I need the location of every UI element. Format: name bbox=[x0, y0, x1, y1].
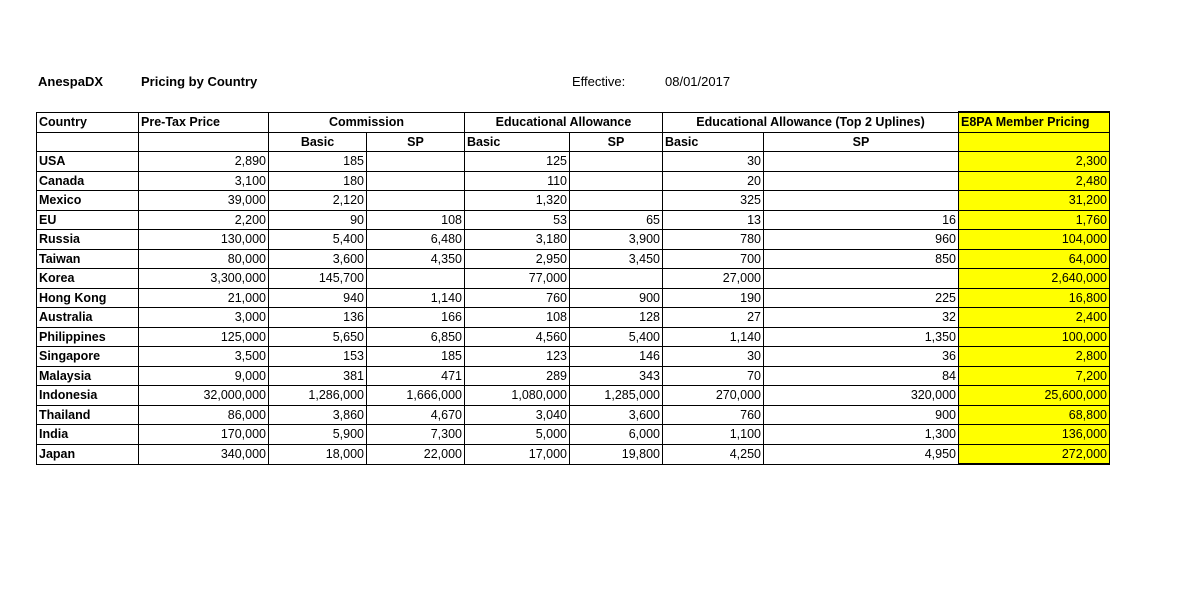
commission-sp-cell: 6,850 bbox=[367, 327, 465, 347]
header-row-2 bbox=[37, 132, 1110, 152]
pricing-table bbox=[36, 111, 1110, 465]
member-price-cell: 31,200 bbox=[959, 191, 1110, 211]
table-row bbox=[37, 425, 1110, 445]
top2-basic-cell: 20 bbox=[663, 171, 764, 191]
country-cell: Thailand bbox=[37, 405, 139, 425]
pretax-cell: 39,000 bbox=[139, 191, 269, 211]
edu-sp-cell bbox=[570, 191, 663, 211]
member-price-cell: 136,000 bbox=[959, 425, 1110, 445]
commission-sp-cell: 7,300 bbox=[367, 425, 465, 445]
top2-sp-cell: 1,300 bbox=[764, 425, 959, 445]
edu-sp-cell bbox=[570, 269, 663, 289]
top2-basic-cell: 325 bbox=[663, 191, 764, 211]
effective-label: Effective: bbox=[572, 74, 626, 89]
commission-basic-cell: 5,650 bbox=[269, 327, 367, 347]
commission-sp-cell: 108 bbox=[367, 210, 465, 230]
table-row bbox=[37, 288, 1110, 308]
col-header-comm-sp: SP bbox=[367, 132, 465, 152]
top2-basic-cell: 190 bbox=[663, 288, 764, 308]
edu-basic-cell: 3,040 bbox=[465, 405, 570, 425]
commission-basic-cell: 180 bbox=[269, 171, 367, 191]
commission-basic-cell: 940 bbox=[269, 288, 367, 308]
edu-sp-cell: 3,450 bbox=[570, 249, 663, 269]
commission-basic-cell: 90 bbox=[269, 210, 367, 230]
edu-sp-cell: 128 bbox=[570, 308, 663, 328]
edu-basic-cell: 110 bbox=[465, 171, 570, 191]
member-price-cell: 25,600,000 bbox=[959, 386, 1110, 406]
country-cell: Philippines bbox=[37, 327, 139, 347]
table-row bbox=[37, 405, 1110, 425]
country-cell: Malaysia bbox=[37, 366, 139, 386]
country-cell: EU bbox=[37, 210, 139, 230]
edu-sp-cell: 19,800 bbox=[570, 444, 663, 464]
top2-sp-cell: 84 bbox=[764, 366, 959, 386]
top2-sp-cell: 32 bbox=[764, 308, 959, 328]
col-header-edu-sp: SP bbox=[570, 132, 663, 152]
commission-basic-cell: 1,286,000 bbox=[269, 386, 367, 406]
table-row bbox=[37, 308, 1110, 328]
country-cell: Hong Kong bbox=[37, 288, 139, 308]
country-cell: USA bbox=[37, 152, 139, 172]
top2-basic-cell: 1,100 bbox=[663, 425, 764, 445]
col-header-country: Country bbox=[37, 112, 139, 132]
pretax-cell: 125,000 bbox=[139, 327, 269, 347]
table-row bbox=[37, 386, 1110, 406]
top2-basic-cell: 13 bbox=[663, 210, 764, 230]
edu-sp-cell: 1,285,000 bbox=[570, 386, 663, 406]
edu-sp-cell bbox=[570, 152, 663, 172]
pretax-cell: 3,300,000 bbox=[139, 269, 269, 289]
country-cell: Canada bbox=[37, 171, 139, 191]
edu-basic-cell: 108 bbox=[465, 308, 570, 328]
edu-basic-cell: 125 bbox=[465, 152, 570, 172]
member-price-cell: 7,200 bbox=[959, 366, 1110, 386]
top2-sp-cell: 4,950 bbox=[764, 444, 959, 464]
commission-basic-cell: 136 bbox=[269, 308, 367, 328]
top2-sp-cell bbox=[764, 269, 959, 289]
app-name: AnespaDX bbox=[38, 74, 104, 89]
commission-basic-cell: 3,860 bbox=[269, 405, 367, 425]
top2-basic-cell: 780 bbox=[663, 230, 764, 250]
country-cell: Indonesia bbox=[37, 386, 139, 406]
table-row bbox=[37, 210, 1110, 230]
edu-sp-cell: 900 bbox=[570, 288, 663, 308]
col-header-member-pricing: E8PA Member Pricing bbox=[959, 112, 1110, 132]
table-row bbox=[37, 444, 1110, 464]
member-price-cell: 16,800 bbox=[959, 288, 1110, 308]
top2-basic-cell: 1,140 bbox=[663, 327, 764, 347]
col-header-top2-basic: Basic bbox=[663, 132, 764, 152]
pretax-cell: 21,000 bbox=[139, 288, 269, 308]
edu-basic-cell: 760 bbox=[465, 288, 570, 308]
table-row bbox=[37, 171, 1110, 191]
member-price-cell: 64,000 bbox=[959, 249, 1110, 269]
top2-sp-cell: 850 bbox=[764, 249, 959, 269]
commission-sp-cell: 4,670 bbox=[367, 405, 465, 425]
commission-basic-cell: 145,700 bbox=[269, 269, 367, 289]
top2-sp-cell: 900 bbox=[764, 405, 959, 425]
commission-sp-cell: 1,140 bbox=[367, 288, 465, 308]
edu-basic-cell: 4,560 bbox=[465, 327, 570, 347]
edu-basic-cell: 289 bbox=[465, 366, 570, 386]
pretax-cell: 86,000 bbox=[139, 405, 269, 425]
commission-sp-cell: 22,000 bbox=[367, 444, 465, 464]
commission-basic-cell: 153 bbox=[269, 347, 367, 367]
pretax-cell: 3,100 bbox=[139, 171, 269, 191]
pretax-cell: 130,000 bbox=[139, 230, 269, 250]
header-row-1 bbox=[37, 112, 1110, 132]
commission-sp-cell: 185 bbox=[367, 347, 465, 367]
commission-sp-cell bbox=[367, 152, 465, 172]
member-price-cell: 1,760 bbox=[959, 210, 1110, 230]
table-row bbox=[37, 269, 1110, 289]
country-cell: India bbox=[37, 425, 139, 445]
col-header-comm-basic: Basic bbox=[269, 132, 367, 152]
country-cell: Mexico bbox=[37, 191, 139, 211]
edu-basic-cell: 123 bbox=[465, 347, 570, 367]
edu-sp-cell: 65 bbox=[570, 210, 663, 230]
top2-basic-cell: 700 bbox=[663, 249, 764, 269]
top2-basic-cell: 4,250 bbox=[663, 444, 764, 464]
top2-sp-cell: 320,000 bbox=[764, 386, 959, 406]
blank-cell bbox=[139, 132, 269, 152]
edu-basic-cell: 77,000 bbox=[465, 269, 570, 289]
commission-basic-cell: 5,900 bbox=[269, 425, 367, 445]
country-cell: Taiwan bbox=[37, 249, 139, 269]
member-price-cell: 104,000 bbox=[959, 230, 1110, 250]
commission-sp-cell: 4,350 bbox=[367, 249, 465, 269]
country-cell: Russia bbox=[37, 230, 139, 250]
title-row bbox=[0, 72, 1190, 92]
member-price-cell: 2,640,000 bbox=[959, 269, 1110, 289]
top2-sp-cell bbox=[764, 171, 959, 191]
commission-sp-cell bbox=[367, 171, 465, 191]
pretax-cell: 3,000 bbox=[139, 308, 269, 328]
top2-basic-cell: 270,000 bbox=[663, 386, 764, 406]
commission-sp-cell: 471 bbox=[367, 366, 465, 386]
pretax-cell: 340,000 bbox=[139, 444, 269, 464]
col-header-pretax: Pre-Tax Price bbox=[139, 112, 269, 132]
member-price-cell: 2,300 bbox=[959, 152, 1110, 172]
country-cell: Singapore bbox=[37, 347, 139, 367]
commission-sp-cell: 6,480 bbox=[367, 230, 465, 250]
pretax-cell: 80,000 bbox=[139, 249, 269, 269]
commission-basic-cell: 381 bbox=[269, 366, 367, 386]
member-price-cell: 100,000 bbox=[959, 327, 1110, 347]
commission-basic-cell: 5,400 bbox=[269, 230, 367, 250]
top2-sp-cell bbox=[764, 191, 959, 211]
member-price-cell: 2,800 bbox=[959, 347, 1110, 367]
commission-sp-cell: 1,666,000 bbox=[367, 386, 465, 406]
commission-basic-cell: 3,600 bbox=[269, 249, 367, 269]
col-header-edu-basic: Basic bbox=[465, 132, 570, 152]
edu-basic-cell: 1,080,000 bbox=[465, 386, 570, 406]
top2-sp-cell: 36 bbox=[764, 347, 959, 367]
commission-basic-cell: 185 bbox=[269, 152, 367, 172]
top2-basic-cell: 27 bbox=[663, 308, 764, 328]
edu-sp-cell: 343 bbox=[570, 366, 663, 386]
edu-basic-cell: 2,950 bbox=[465, 249, 570, 269]
commission-sp-cell bbox=[367, 191, 465, 211]
pretax-cell: 3,500 bbox=[139, 347, 269, 367]
member-price-cell: 2,480 bbox=[959, 171, 1110, 191]
col-header-top2-sp: SP bbox=[764, 132, 959, 152]
blank-cell bbox=[37, 132, 139, 152]
col-header-edu-allowance: Educational Allowance bbox=[465, 112, 663, 132]
top2-basic-cell: 30 bbox=[663, 347, 764, 367]
pretax-cell: 170,000 bbox=[139, 425, 269, 445]
top2-sp-cell: 225 bbox=[764, 288, 959, 308]
table-row bbox=[37, 327, 1110, 347]
pretax-cell: 2,890 bbox=[139, 152, 269, 172]
edu-sp-cell: 146 bbox=[570, 347, 663, 367]
table-row bbox=[37, 152, 1110, 172]
top2-sp-cell: 960 bbox=[764, 230, 959, 250]
edu-basic-cell: 17,000 bbox=[465, 444, 570, 464]
member-price-cell: 2,400 bbox=[959, 308, 1110, 328]
edu-sp-cell: 5,400 bbox=[570, 327, 663, 347]
table-row bbox=[37, 347, 1110, 367]
member-price-cell: 272,000 bbox=[959, 444, 1110, 464]
commission-sp-cell: 166 bbox=[367, 308, 465, 328]
top2-basic-cell: 760 bbox=[663, 405, 764, 425]
top2-basic-cell: 30 bbox=[663, 152, 764, 172]
table-row bbox=[37, 191, 1110, 211]
top2-basic-cell: 27,000 bbox=[663, 269, 764, 289]
country-cell: Japan bbox=[37, 444, 139, 464]
country-cell: Korea bbox=[37, 269, 139, 289]
blank-cell bbox=[959, 132, 1110, 152]
edu-basic-cell: 5,000 bbox=[465, 425, 570, 445]
table-row bbox=[37, 230, 1110, 250]
commission-sp-cell bbox=[367, 269, 465, 289]
col-header-commission: Commission bbox=[269, 112, 465, 132]
top2-basic-cell: 70 bbox=[663, 366, 764, 386]
top2-sp-cell: 1,350 bbox=[764, 327, 959, 347]
country-cell: Australia bbox=[37, 308, 139, 328]
table-row bbox=[37, 366, 1110, 386]
table-row bbox=[37, 249, 1110, 269]
commission-basic-cell: 2,120 bbox=[269, 191, 367, 211]
edu-sp-cell: 3,600 bbox=[570, 405, 663, 425]
page-subtitle: Pricing by Country bbox=[141, 74, 258, 89]
edu-basic-cell: 3,180 bbox=[465, 230, 570, 250]
edu-basic-cell: 53 bbox=[465, 210, 570, 230]
edu-sp-cell: 3,900 bbox=[570, 230, 663, 250]
col-header-edu-allowance-top2: Educational Allowance (Top 2 Uplines) bbox=[663, 112, 959, 132]
pretax-cell: 32,000,000 bbox=[139, 386, 269, 406]
commission-basic-cell: 18,000 bbox=[269, 444, 367, 464]
pretax-cell: 9,000 bbox=[139, 366, 269, 386]
edu-sp-cell: 6,000 bbox=[570, 425, 663, 445]
edu-sp-cell bbox=[570, 171, 663, 191]
top2-sp-cell bbox=[764, 152, 959, 172]
effective-date: 08/01/2017 bbox=[665, 74, 731, 89]
member-price-cell: 68,800 bbox=[959, 405, 1110, 425]
edu-basic-cell: 1,320 bbox=[465, 191, 570, 211]
top2-sp-cell: 16 bbox=[764, 210, 959, 230]
pretax-cell: 2,200 bbox=[139, 210, 269, 230]
